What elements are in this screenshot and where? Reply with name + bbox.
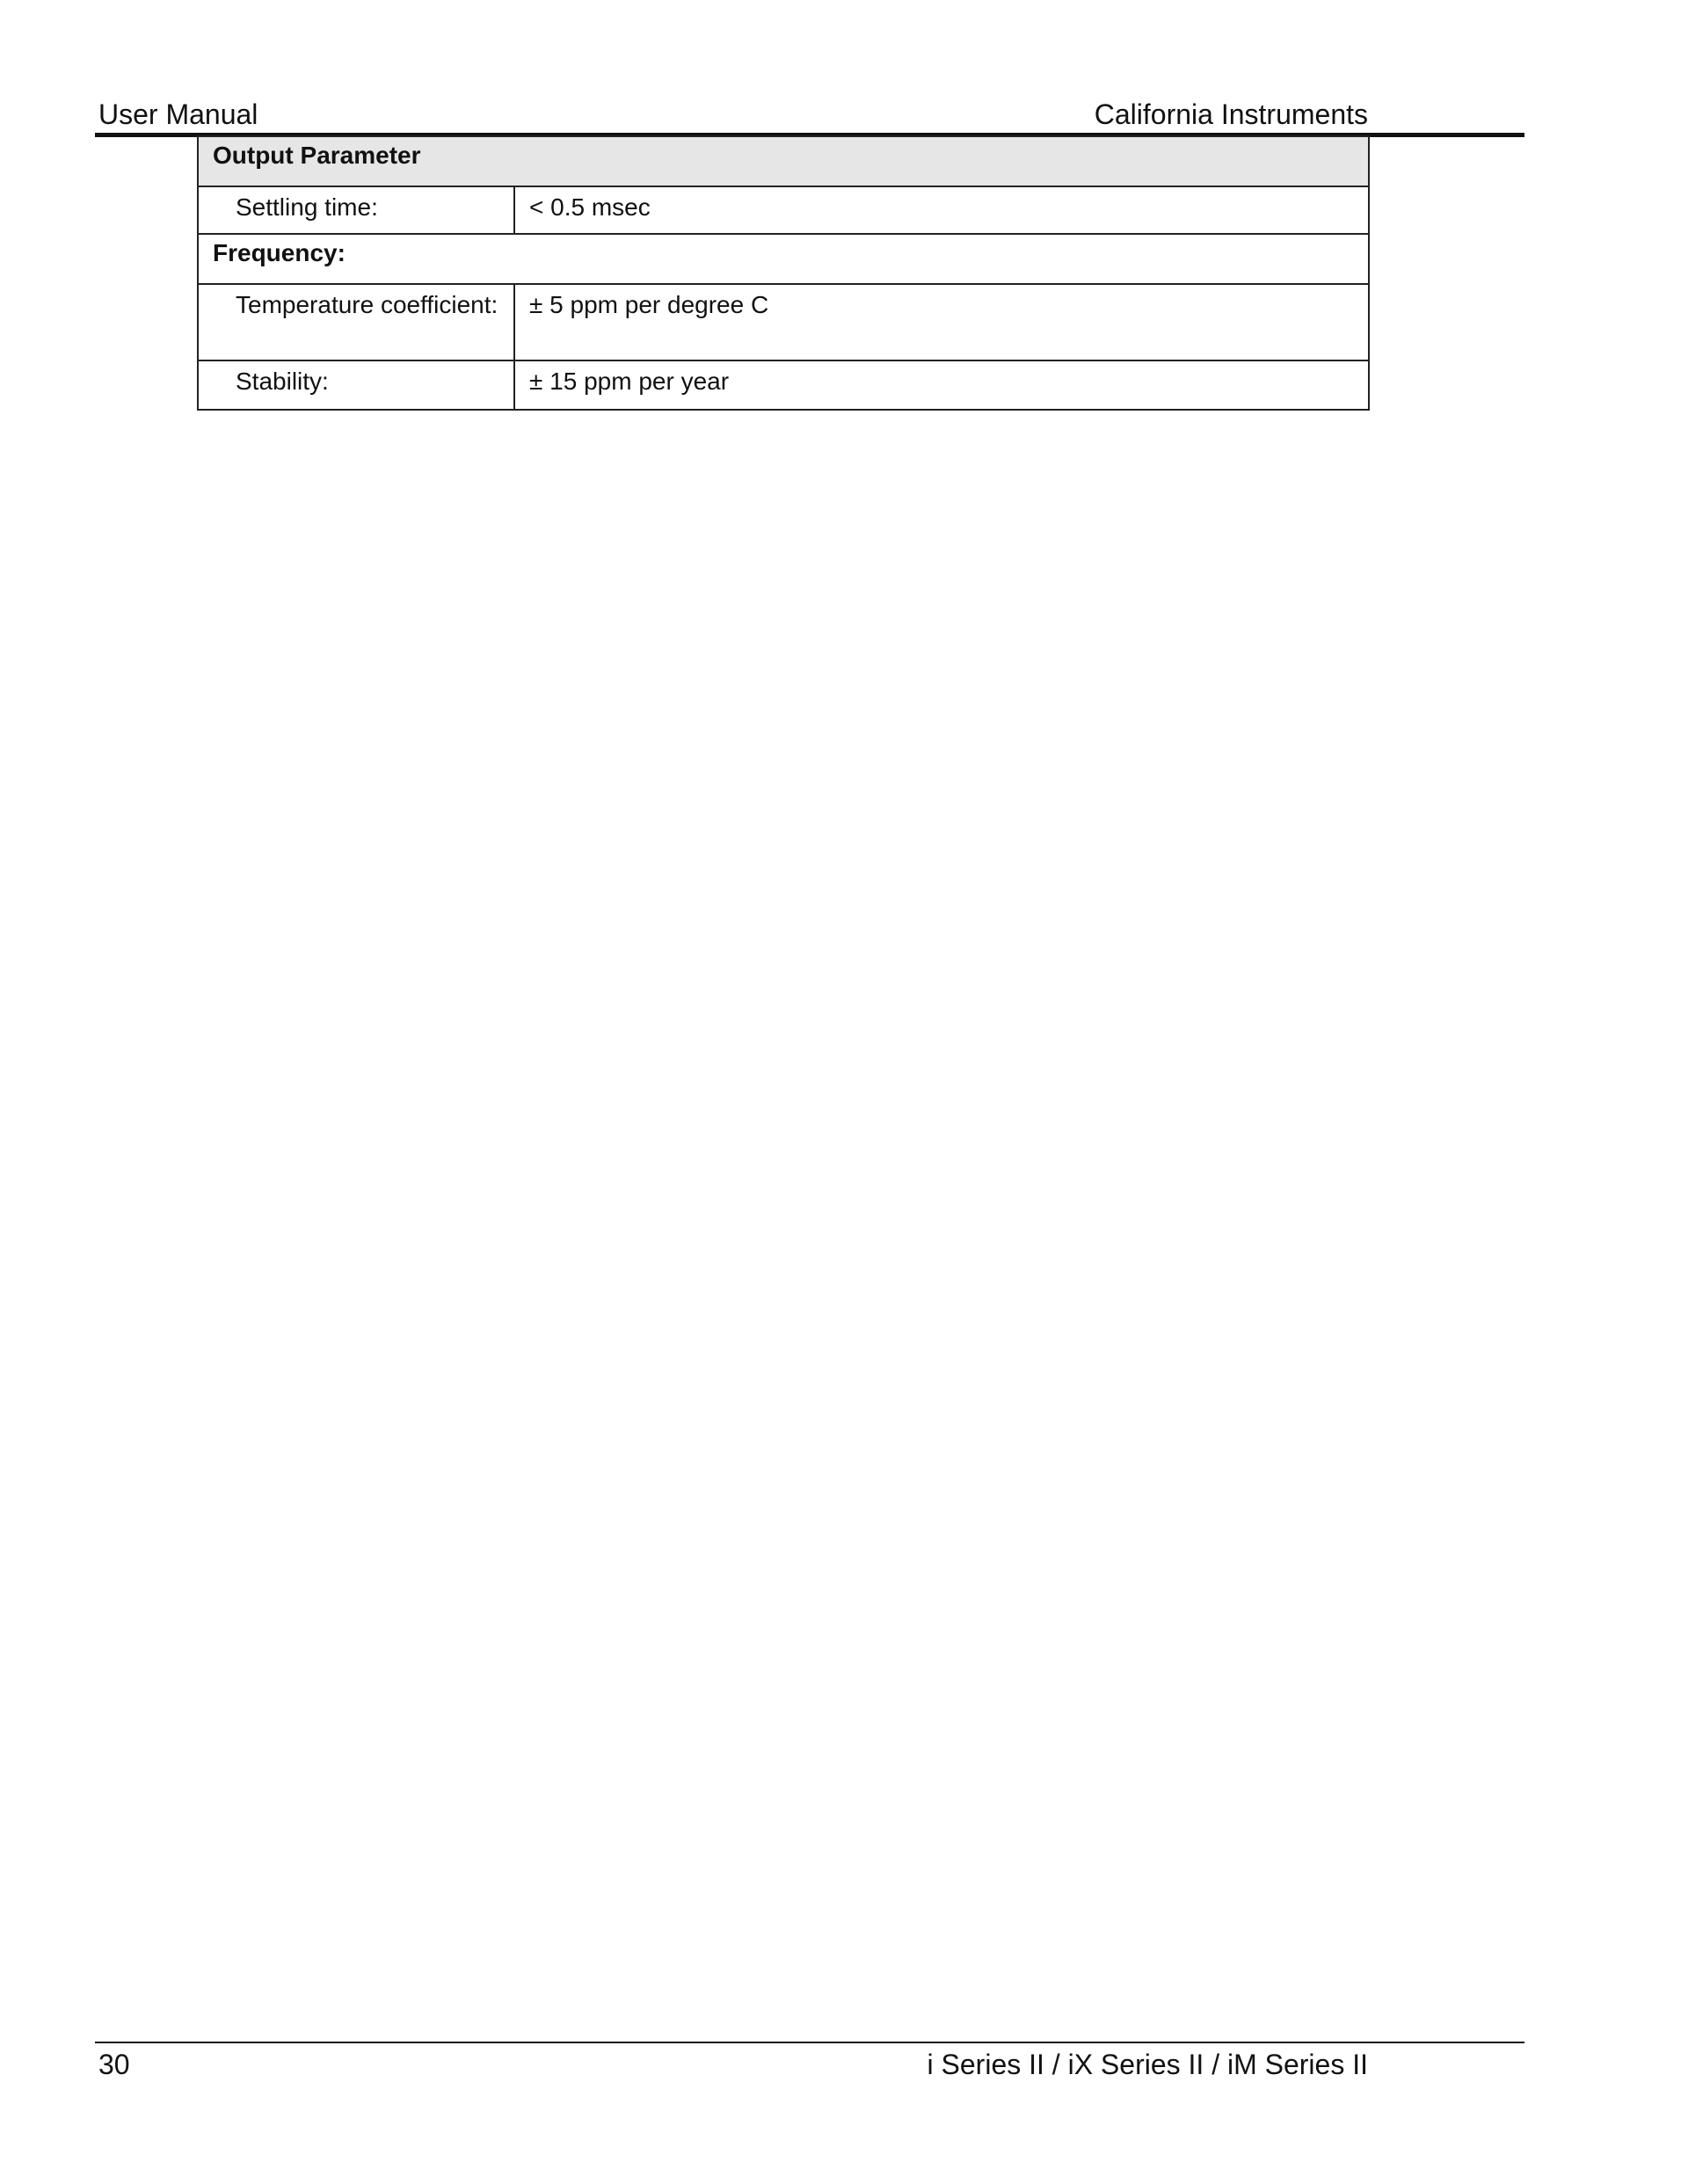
table-section-row — [198, 234, 1369, 284]
table-section-row — [198, 136, 1369, 186]
spec-value-settling-time: < 0.5 msec — [514, 186, 1369, 234]
spec-label-temperature-coefficient: Temperature coefficient: — [198, 284, 514, 360]
section-heading-output-parameter: Output Parameter — [198, 136, 1369, 186]
page-header — [95, 95, 1524, 134]
page-footer — [95, 2045, 1524, 2084]
header-title: User Manual — [98, 98, 258, 130]
spec-value-temperature-coefficient: ± 5 ppm per degree C — [514, 284, 1369, 360]
header-company: California Instruments — [1094, 98, 1368, 130]
table-row — [198, 360, 1369, 410]
page-number: 30 — [98, 2049, 130, 2080]
table-row — [198, 186, 1369, 234]
table-row — [198, 284, 1369, 360]
spec-label-stability: Stability: — [198, 360, 514, 410]
section-heading-frequency: Frequency: — [198, 234, 1369, 284]
footer-divider — [95, 2042, 1524, 2043]
footer-series: i Series II / iX Series II / iM Series II — [927, 2049, 1368, 2080]
spec-value-stability: ± 15 ppm per year — [514, 360, 1369, 410]
spec-label-settling-time: Settling time: — [198, 186, 514, 234]
spec-table — [197, 135, 1370, 411]
